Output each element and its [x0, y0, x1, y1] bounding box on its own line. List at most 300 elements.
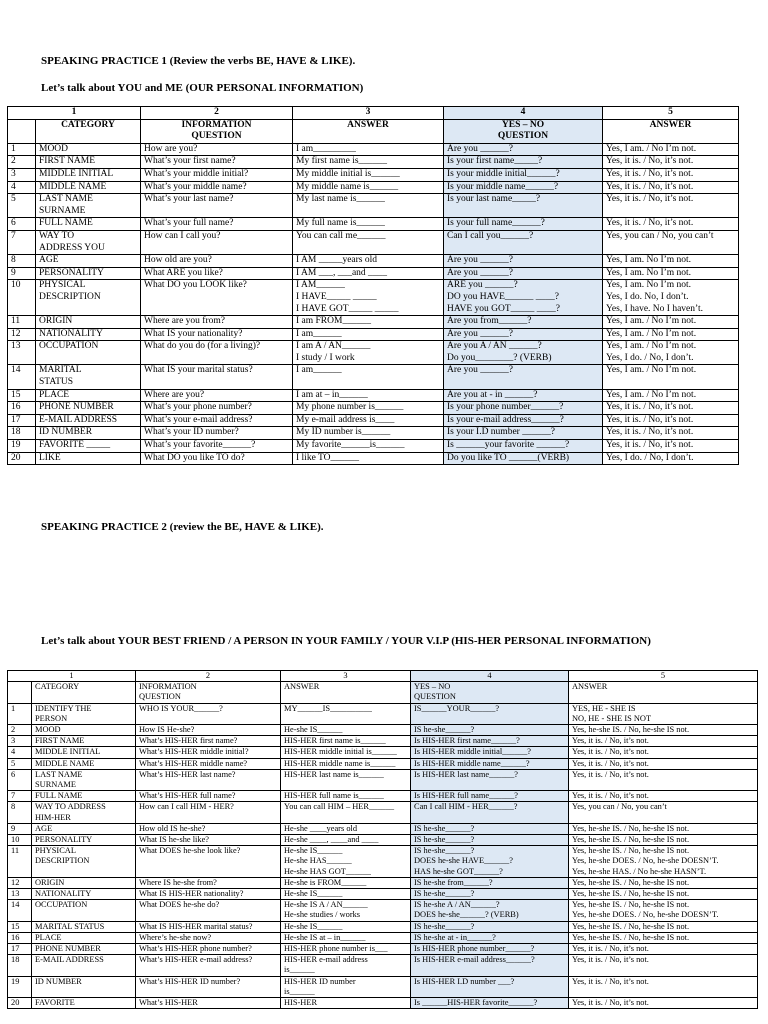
answer-cell: He-she ____years old: [281, 823, 411, 834]
information-question-cell: What IS HIS-HER marital status?: [136, 921, 281, 932]
column-number: 4: [411, 671, 569, 682]
row-number: 4: [8, 747, 32, 758]
answer-cell: My middle initial is______: [293, 168, 444, 181]
column-number: 3: [281, 671, 411, 682]
category-cell: PLACE: [32, 932, 136, 943]
information-question-cell: What’s your favorite______?: [141, 440, 293, 453]
information-question-cell: What’s HIS-HER middle name?: [136, 758, 281, 769]
yes-no-question-cell: IS he-she______?: [411, 921, 569, 932]
row-number: 9: [8, 267, 36, 280]
information-question-cell: What IS your marital status?: [141, 365, 293, 389]
short-answer-cell: Yes, I am. / No I’m not.: [603, 316, 739, 329]
row-number: 10: [8, 280, 36, 316]
column-number-row: [8, 107, 739, 120]
yes-no-question-cell: IS______YOUR______?: [411, 703, 569, 724]
short-answer-cell: Yes, it is. / No, it’s not.: [603, 402, 739, 415]
information-question-cell: What’s your middle initial?: [141, 168, 293, 181]
table-row: [8, 414, 739, 427]
answer-cell: HIS-HER: [281, 998, 411, 1009]
table-row: [8, 267, 739, 280]
category-cell: PERSONALITY: [36, 267, 141, 280]
row-number: 3: [8, 168, 36, 181]
short-answer-cell: Yes, I am. / No I’m not.: [603, 328, 739, 341]
column-header: YES – NO QUESTION: [444, 119, 603, 143]
answer-cell: He-she IS at – in______: [281, 932, 411, 943]
information-question-cell: What DOES he-she do?: [136, 900, 281, 921]
category-cell: PLACE: [36, 389, 141, 402]
table-row: [8, 389, 739, 402]
table-row: [8, 316, 739, 329]
answer-cell: He-she IS A / AN______ He-she studies / works: [281, 900, 411, 921]
row-number: 8: [8, 802, 32, 823]
column-number: 2: [136, 671, 281, 682]
table-row: [8, 218, 739, 231]
table-row: [8, 791, 758, 802]
answer-cell: My first name is______: [293, 156, 444, 169]
answer-cell: He-she IS______: [281, 889, 411, 900]
row-number: 13: [8, 889, 32, 900]
short-answer-cell: Yes, it is. / No, it’s not.: [603, 427, 739, 440]
yes-no-question-cell: ARE you ______? DO you HAVE______ ____? HAVE you GOT_____ ____?: [444, 280, 603, 316]
yes-no-question-cell: Are you from______?: [444, 316, 603, 329]
practice2-subtitle: Let’s talk about YOUR BEST FRIEND / A PERSON IN YOUR FAMILY / YOUR V.I.P (HIS-HER PERSONAL INFORMATION): [41, 635, 651, 647]
table-row: [8, 736, 758, 747]
category-cell: AGE: [36, 255, 141, 268]
short-answer-cell: Yes, it is. / No, it’s not.: [569, 747, 758, 758]
category-cell: MARITAL STATUS: [32, 921, 136, 932]
short-answer-cell: Yes, it is. / No, it’s not.: [569, 791, 758, 802]
row-number: 1: [8, 703, 32, 724]
short-answer-cell: Yes, I am. No I’m not. Yes, I do. No, I don’t. Yes, I have. No I haven’t.: [603, 280, 739, 316]
table-row: [8, 194, 739, 218]
yes-no-question-cell: Is HIS-HER full name______?: [411, 791, 569, 802]
yes-no-question-cell: Is HIS-HER phone number______?: [411, 944, 569, 955]
row-number: 10: [8, 835, 32, 846]
column-header: ANSWER: [603, 119, 739, 143]
row-number: 3: [8, 736, 32, 747]
category-cell: FULL NAME: [32, 791, 136, 802]
column-header: YES – NO QUESTION: [411, 682, 569, 703]
information-question-cell: What’s your full name?: [141, 218, 293, 231]
information-question-cell: What IS he-she like?: [136, 835, 281, 846]
information-question-cell: What’s HIS-HER ID number?: [136, 976, 281, 997]
yes-no-question-cell: IS he-she______? DOES he-she HAVE______? HAS he-she GOT______?: [411, 846, 569, 878]
practice2-title: SPEAKING PRACTICE 2 (review the BE, HAVE & LIKE).: [41, 521, 324, 533]
category-cell: NATIONALITY: [32, 889, 136, 900]
answer-cell: I AM _____years old: [293, 255, 444, 268]
short-answer-cell: YES, HE - SHE IS NO, HE - SHE IS NOT: [569, 703, 758, 724]
yes-no-question-cell: IS he-she A / AN______? DOES he-she______? (VERB): [411, 900, 569, 921]
yes-no-question-cell: Are you at - in ______?: [444, 389, 603, 402]
yes-no-question-cell: Are you ______?: [444, 328, 603, 341]
yes-no-question-cell: Is HIS-HER last name______?: [411, 769, 569, 790]
table-row: [8, 976, 758, 997]
row-number: 7: [8, 230, 36, 254]
short-answer-cell: Yes, he-she IS. / No, he-she IS not.: [569, 889, 758, 900]
answer-cell: He-she IS______: [281, 725, 411, 736]
category-cell: PHYSICAL DESCRIPTION: [32, 846, 136, 878]
information-question-cell: What’s your last name?: [141, 194, 293, 218]
yes-no-question-cell: Can I call you______?: [444, 230, 603, 254]
row-number: 1: [8, 143, 36, 156]
row-number: 14: [8, 900, 32, 921]
yes-no-question-cell: Is HIS-HER I.D number ___?: [411, 976, 569, 997]
table-row: [8, 725, 758, 736]
table-row: [8, 769, 758, 790]
answer-cell: I am______: [293, 365, 444, 389]
yes-no-question-cell: Is your middle name______?: [444, 181, 603, 194]
practice1-table: [7, 106, 739, 465]
answer-cell: My ID number is______: [293, 427, 444, 440]
table-row: [8, 452, 739, 465]
information-question-cell: What’s HIS-HER phone number?: [136, 944, 281, 955]
table-row: [8, 143, 739, 156]
category-cell: NATIONALITY: [36, 328, 141, 341]
category-cell: AGE: [32, 823, 136, 834]
header-num-cell: [8, 119, 36, 143]
answer-cell: I am______: [293, 328, 444, 341]
yes-no-question-cell: Are you ______?: [444, 267, 603, 280]
yes-no-question-cell: Is HIS-HER middle name______?: [411, 758, 569, 769]
row-number: 5: [8, 194, 36, 218]
short-answer-cell: Yes, he-she IS. / No, he-she IS not. Yes, he-she DOES. / No, he-she DOESN’T.: [569, 900, 758, 921]
short-answer-cell: Yes, he-she IS. / No, he-she IS not.: [569, 877, 758, 888]
row-number: 5: [8, 758, 32, 769]
row-number: 15: [8, 389, 36, 402]
table-row: [8, 877, 758, 888]
table-row: [8, 955, 758, 976]
short-answer-cell: Yes, it is. / No, it’s not.: [603, 156, 739, 169]
practice1-subtitle: Let’s talk about YOU and ME (OUR PERSONAL INFORMATION): [41, 82, 364, 94]
short-answer-cell: Yes, I am. / No I’m not. Yes, I do. / No, I don’t.: [603, 341, 739, 365]
yes-no-question-cell: Is your e-mail address______?: [444, 414, 603, 427]
answer-cell: My favorite______is______: [293, 440, 444, 453]
category-cell: FAVORITE _____: [36, 440, 141, 453]
category-cell: MIDDLE INITIAL: [36, 168, 141, 181]
short-answer-cell: Yes, it is. / No, it’s not.: [569, 998, 758, 1009]
category-cell: E-MAIL ADDRESS: [36, 414, 141, 427]
row-number: 18: [8, 955, 32, 976]
short-answer-cell: Yes, I am. / No I’m not.: [603, 365, 739, 389]
short-answer-cell: Yes, it is. / No, it’s not.: [603, 440, 739, 453]
category-cell: MIDDLE INITIAL: [32, 747, 136, 758]
table-row: [8, 255, 739, 268]
row-number: 7: [8, 791, 32, 802]
information-question-cell: What IS your nationality?: [141, 328, 293, 341]
practice1-title: SPEAKING PRACTICE 1 (Review the verbs BE, HAVE & LIKE).: [41, 55, 356, 67]
information-question-cell: How old IS he-she?: [136, 823, 281, 834]
yes-no-question-cell: Is your I.D number ______?: [444, 427, 603, 440]
column-number: 1: [8, 107, 141, 120]
yes-no-question-cell: Is HIS-HER e-mail address______?: [411, 955, 569, 976]
yes-no-question-cell: Is your full name______?: [444, 218, 603, 231]
row-number: 6: [8, 218, 36, 231]
table-row: [8, 168, 739, 181]
table-row: [8, 402, 739, 415]
column-header: CATEGORY: [36, 119, 141, 143]
row-number: 18: [8, 427, 36, 440]
header-row: [8, 119, 739, 143]
table-row: [8, 365, 739, 389]
answer-cell: You can call me______: [293, 230, 444, 254]
answer-cell: HIS-HER middle name is______: [281, 758, 411, 769]
answer-cell: I like TO______: [293, 452, 444, 465]
information-question-cell: What’s your middle name?: [141, 181, 293, 194]
table-row: [8, 802, 758, 823]
answer-cell: He-she ____, ____and ____: [281, 835, 411, 846]
information-question-cell: How are you?: [141, 143, 293, 156]
table-row: [8, 835, 758, 846]
category-cell: OCCUPATION: [36, 341, 141, 365]
table-row: [8, 427, 739, 440]
row-number: 19: [8, 976, 32, 997]
yes-no-question-cell: Is your first name_____?: [444, 156, 603, 169]
row-number: 16: [8, 402, 36, 415]
row-number: 14: [8, 365, 36, 389]
short-answer-cell: Yes, he-she IS. / No, he-she IS not.: [569, 823, 758, 834]
row-number: 8: [8, 255, 36, 268]
table-row: [8, 440, 739, 453]
information-question-cell: What’s HIS-HER e-mail address?: [136, 955, 281, 976]
table-row: [8, 900, 758, 921]
table-row: [8, 181, 739, 194]
table-row: [8, 889, 758, 900]
row-number: 19: [8, 440, 36, 453]
column-number: 4: [444, 107, 603, 120]
column-header: INFORMATION QUESTION: [136, 682, 281, 703]
yes-no-question-cell: Are you ______?: [444, 365, 603, 389]
row-number: 12: [8, 877, 32, 888]
category-cell: PERSONALITY: [32, 835, 136, 846]
answer-cell: HIS-HER first name is______: [281, 736, 411, 747]
answer-cell: My full name is______: [293, 218, 444, 231]
table-row: [8, 328, 739, 341]
information-question-cell: What’s your phone number?: [141, 402, 293, 415]
category-cell: LAST NAME SURNAME: [36, 194, 141, 218]
table-row: [8, 341, 739, 365]
category-cell: MIDDLE NAME: [32, 758, 136, 769]
category-cell: MOOD: [36, 143, 141, 156]
table-row: [8, 280, 739, 316]
yes-no-question-cell: IS he-she______?: [411, 823, 569, 834]
short-answer-cell: Yes, you can / No, you can’t: [569, 802, 758, 823]
information-question-cell: What’s HIS-HER full name?: [136, 791, 281, 802]
short-answer-cell: Yes, it is. / No, it’s not.: [569, 944, 758, 955]
information-question-cell: WHO IS YOUR______?: [136, 703, 281, 724]
row-number: 16: [8, 932, 32, 943]
category-cell: ID NUMBER: [36, 427, 141, 440]
information-question-cell: How old are you?: [141, 255, 293, 268]
information-question-cell: What DO you like TO do?: [141, 452, 293, 465]
category-cell: FULL NAME: [36, 218, 141, 231]
yes-no-question-cell: Is HIS-HER first name______?: [411, 736, 569, 747]
column-number-row: [8, 671, 758, 682]
yes-no-question-cell: Are you ______?: [444, 143, 603, 156]
answer-cell: I AM ___, ___and ____: [293, 267, 444, 280]
short-answer-cell: Yes, it is. / No, it’s not.: [603, 414, 739, 427]
header-row: [8, 682, 758, 703]
answer-cell: He-she IS______ He-she HAS______ He-she HAS GOT______: [281, 846, 411, 878]
column-header: ANSWER: [569, 682, 758, 703]
row-number: 4: [8, 181, 36, 194]
column-header: ANSWER: [293, 119, 444, 143]
yes-no-question-cell: Is your middle initial______?: [444, 168, 603, 181]
information-question-cell: What ARE you like?: [141, 267, 293, 280]
answer-cell: I am at – in______: [293, 389, 444, 402]
category-cell: LIKE: [36, 452, 141, 465]
category-cell: MOOD: [32, 725, 136, 736]
column-number: 3: [293, 107, 444, 120]
information-question-cell: Where IS he-she from?: [136, 877, 281, 888]
answer-cell: I AM______ I HAVE_____ _____ I HAVE GOT_____ _____: [293, 280, 444, 316]
yes-no-question-cell: IS he-she______?: [411, 835, 569, 846]
row-number: 20: [8, 998, 32, 1009]
table-row: [8, 932, 758, 943]
short-answer-cell: Yes, he-she IS. / No, he-she IS not.: [569, 725, 758, 736]
yes-no-question-cell: IS he-she at - in______?: [411, 932, 569, 943]
short-answer-cell: Yes, I am. / No I’m not.: [603, 143, 739, 156]
yes-no-question-cell: Is your phone number______?: [444, 402, 603, 415]
information-question-cell: What’s HIS-HER first name?: [136, 736, 281, 747]
short-answer-cell: Yes, you can / No, you can’t: [603, 230, 739, 254]
category-cell: MIDDLE NAME: [36, 181, 141, 194]
answer-cell: You can call HIM – HER______: [281, 802, 411, 823]
information-question-cell: Where’s he-she now?: [136, 932, 281, 943]
information-question-cell: What IS HIS-HER nationality?: [136, 889, 281, 900]
yes-no-question-cell: Are you A / AN ______? Do you________? (VERB): [444, 341, 603, 365]
short-answer-cell: Yes, I am. No I’m not.: [603, 255, 739, 268]
short-answer-cell: Yes, it is. / No, it’s not.: [603, 168, 739, 181]
header-num-cell: [8, 682, 32, 703]
row-number: 17: [8, 944, 32, 955]
information-question-cell: What’s your first name?: [141, 156, 293, 169]
yes-no-question-cell: IS he-she______?: [411, 725, 569, 736]
answer-cell: My e-mail address is____: [293, 414, 444, 427]
answer-cell: I am_________: [293, 143, 444, 156]
information-question-cell: How IS He-she?: [136, 725, 281, 736]
answer-cell: My phone number is______: [293, 402, 444, 415]
row-number: 2: [8, 156, 36, 169]
practice2-table: [7, 670, 758, 1009]
row-number: 12: [8, 328, 36, 341]
column-number: 5: [603, 107, 739, 120]
yes-no-question-cell: IS he-she from______?: [411, 877, 569, 888]
table-row: [8, 703, 758, 724]
category-cell: ID NUMBER: [32, 976, 136, 997]
table-row: [8, 156, 739, 169]
yes-no-question-cell: Is your last name_____?: [444, 194, 603, 218]
short-answer-cell: Yes, it is. / No, it’s not.: [569, 769, 758, 790]
short-answer-cell: Yes, he-she IS. / No, he-she IS not.: [569, 921, 758, 932]
answer-cell: HIS-HER ID number is______: [281, 976, 411, 997]
category-cell: ORIGIN: [32, 877, 136, 888]
row-number: 2: [8, 725, 32, 736]
information-question-cell: What’s HIS-HER last name?: [136, 769, 281, 790]
category-cell: FIRST NAME: [36, 156, 141, 169]
category-cell: WAY TO ADDRESS YOU: [36, 230, 141, 254]
short-answer-cell: Yes, it is. / No, it’s not.: [603, 218, 739, 231]
table-row: [8, 998, 758, 1009]
category-cell: FAVORITE: [32, 998, 136, 1009]
short-answer-cell: Yes, it is. / No, it’s not.: [569, 976, 758, 997]
row-number: 20: [8, 452, 36, 465]
row-number: 6: [8, 769, 32, 790]
category-cell: OCCUPATION: [32, 900, 136, 921]
information-question-cell: What’s HIS-HER middle initial?: [136, 747, 281, 758]
short-answer-cell: Yes, it is. / No, it’s not.: [603, 194, 739, 218]
row-number: 13: [8, 341, 36, 365]
category-cell: PHYSICAL DESCRIPTION: [36, 280, 141, 316]
answer-cell: HIS-HER full name is______: [281, 791, 411, 802]
answer-cell: He-she IS______: [281, 921, 411, 932]
information-question-cell: What’s HIS-HER: [136, 998, 281, 1009]
yes-no-question-cell: Is ______your favorite ______?: [444, 440, 603, 453]
answer-cell: I am A / AN______ I study / I work: [293, 341, 444, 365]
short-answer-cell: Yes, it is. / No, it’s not.: [569, 955, 758, 976]
information-question-cell: What DO you LOOK like?: [141, 280, 293, 316]
information-question-cell: What DOES he-she look like?: [136, 846, 281, 878]
answer-cell: My middle name is______: [293, 181, 444, 194]
table-row: [8, 230, 739, 254]
information-question-cell: How can I call HIM - HER?: [136, 802, 281, 823]
answer-cell: My last name is______: [293, 194, 444, 218]
row-number: 11: [8, 316, 36, 329]
short-answer-cell: Yes, I do. / No, I don’t.: [603, 452, 739, 465]
category-cell: ORIGIN: [36, 316, 141, 329]
information-question-cell: How can I call you?: [141, 230, 293, 254]
yes-no-question-cell: Do you like TO ______(VERB): [444, 452, 603, 465]
information-question-cell: What’s your ID number?: [141, 427, 293, 440]
short-answer-cell: Yes, it is. / No, it’s not.: [569, 758, 758, 769]
table-row: [8, 846, 758, 878]
table-row: [8, 747, 758, 758]
information-question-cell: Where are you?: [141, 389, 293, 402]
answer-cell: HIS-HER phone number is___: [281, 944, 411, 955]
answer-cell: HIS-HER last name is______: [281, 769, 411, 790]
answer-cell: HIS-HER e-mail address is______: [281, 955, 411, 976]
table-row: [8, 758, 758, 769]
short-answer-cell: Yes, it is. / No, it’s not.: [569, 736, 758, 747]
short-answer-cell: Yes, he-she IS. / No, he-she IS not.: [569, 932, 758, 943]
short-answer-cell: Yes, he-she IS. / No, he-she IS not. Yes, he-she DOES. / No, he-she DOESN’T. Yes, he-she HAS. / No he-she HASN’T.: [569, 846, 758, 878]
answer-cell: I am FROM______: [293, 316, 444, 329]
row-number: 15: [8, 921, 32, 932]
category-cell: E-MAIL ADDRESS: [32, 955, 136, 976]
column-number: 2: [141, 107, 293, 120]
category-cell: WAY TO ADDRESS HIM-HER: [32, 802, 136, 823]
category-cell: IDENTIFY THE PERSON: [32, 703, 136, 724]
row-number: 11: [8, 846, 32, 878]
answer-cell: He-she is FROM______: [281, 877, 411, 888]
category-cell: MARITAL STATUS: [36, 365, 141, 389]
yes-no-question-cell: Can I call HIM - HER______?: [411, 802, 569, 823]
yes-no-question-cell: IS he-she______?: [411, 889, 569, 900]
yes-no-question-cell: Is ______HIS-HER favorite______?: [411, 998, 569, 1009]
answer-cell: HIS-HER middle initial is______: [281, 747, 411, 758]
yes-no-question-cell: Is HIS-HER middle initial______?: [411, 747, 569, 758]
short-answer-cell: Yes, it is. / No, it’s not.: [603, 181, 739, 194]
column-header: INFORMATION QUESTION: [141, 119, 293, 143]
short-answer-cell: Yes, I am. No I’m not.: [603, 267, 739, 280]
row-number: 9: [8, 823, 32, 834]
information-question-cell: Where are you from?: [141, 316, 293, 329]
category-cell: PHONE NUMBER: [32, 944, 136, 955]
table-row: [8, 944, 758, 955]
information-question-cell: What’s your e-mail address?: [141, 414, 293, 427]
answer-cell: MY______IS__________: [281, 703, 411, 724]
column-header: CATEGORY: [32, 682, 136, 703]
table-row: [8, 921, 758, 932]
